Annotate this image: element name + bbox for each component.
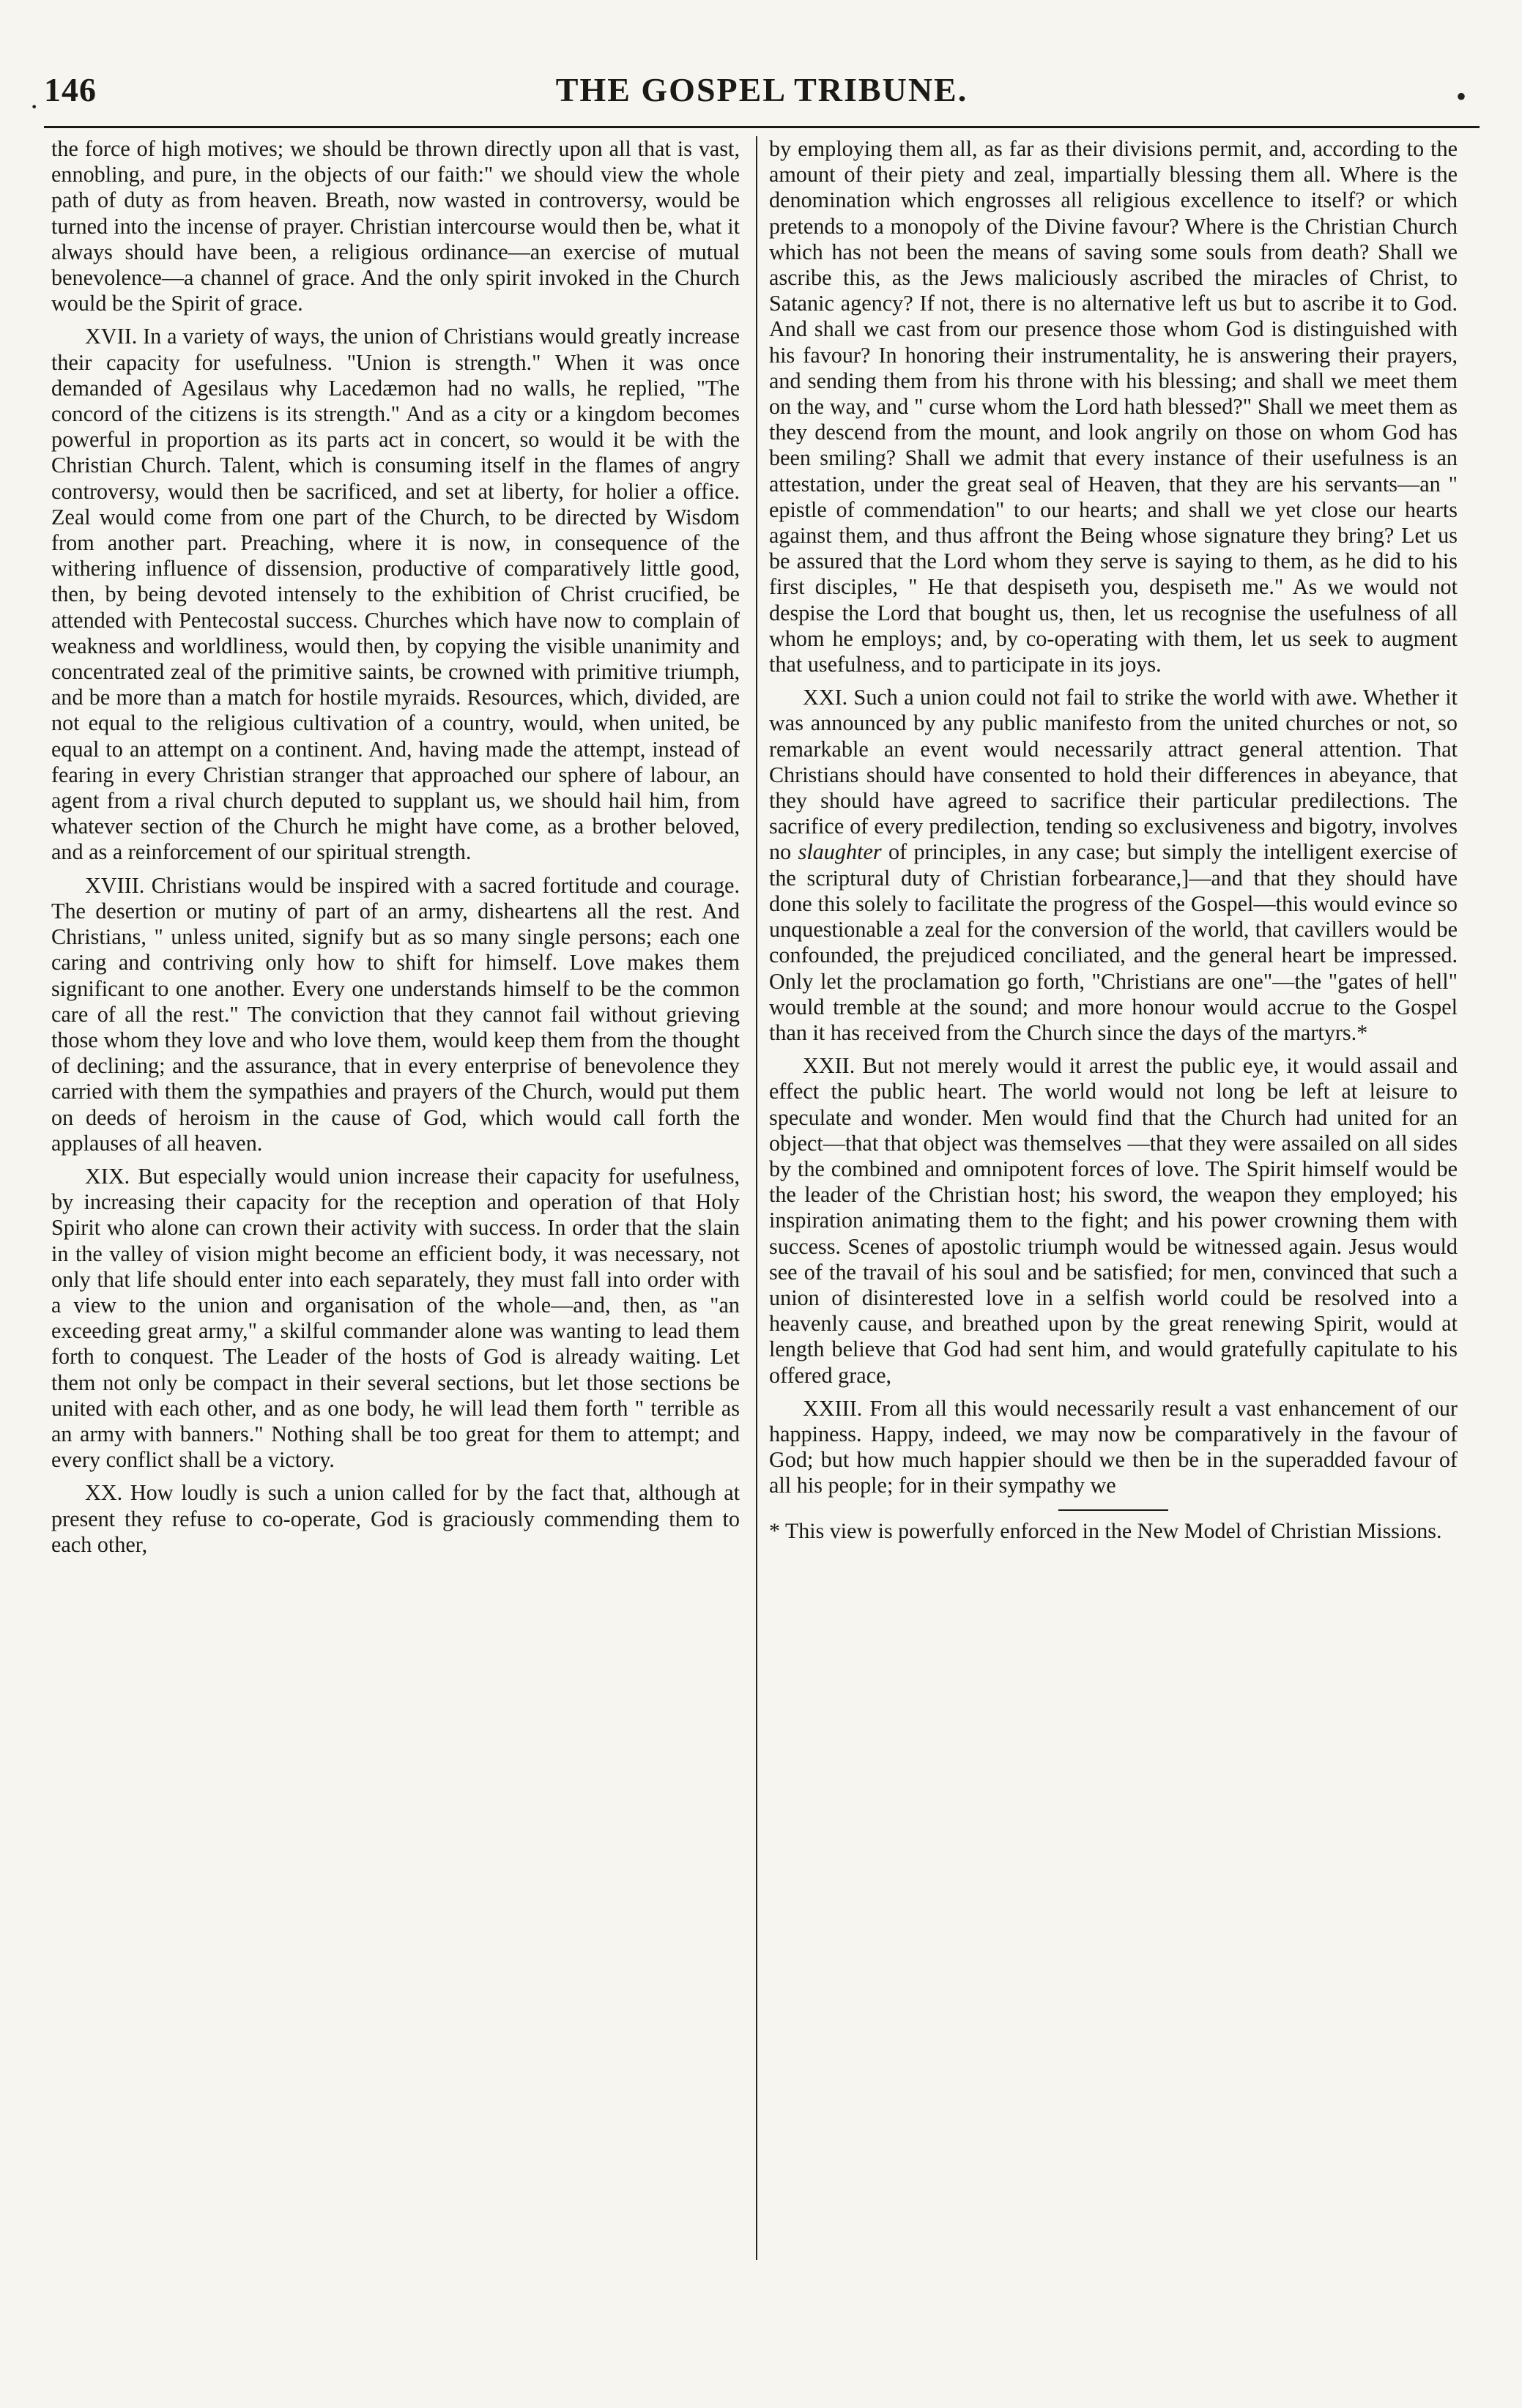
margin-mark: · <box>29 90 40 123</box>
right-column <box>769 136 1458 2304</box>
header-rule <box>44 126 1480 128</box>
paragraph-continued: the force of high motives; we should be thrown directly upon all that is vast, ennobling, and pure, in the objects of our faith:" we should view the whole path of duty as from heaven. Breath, now wasted in controversy, would be turned into the incense of prayer. Christian intercourse would then be, what it always should have been, a religious ordinance—an exercise of mutual benevolence—a channel of grace. And the only spirit invoked in the Church would be the Spirit of grace. <box>51 136 740 316</box>
footnote-rule <box>1058 1509 1168 1511</box>
paragraph-xviii: XVIII. Christians would be inspired with a sacred fortitude and courage. The desertion or mutiny of part of an army, disheartens all the rest. And Christians, " unless united, signify but as so many single persons; each one caring and contriving only how to shift for himself. Love makes them significant to one another. Every one understands himself to be the common care of all the rest." The conviction that they cannot fail without grieving those whom they love and who love them, would keep them from the thought of declining; and the assurance, that in every enterprise of benevolence they carried with them the sympathies and prayers of the Church, would put them on deeds of heroism in the cause of God, which would call forth the applauses of all heaven. <box>51 872 740 1156</box>
paragraph-xxiii: XXIII. From all this would necessarily result a vast enhancement of our happiness. Happy, indeed, we may now be comparatively in the favour of God; but how much happier should we then be in the superadded favour of all his people; for in their sympathy we <box>769 1395 1458 1498</box>
left-column <box>51 136 740 2304</box>
running-title: THE GOSPEL TRIBUNE. <box>555 71 968 108</box>
page-header <box>44 70 1480 129</box>
paragraph-xxii: XXII. But not merely would it arrest the public eye, it would assail and effect the public heart. The world would not long be left at leisure to speculate and wonder. Men would find that the Church had united for an object—that that object was themselves —that they were assailed on all sides by the combined and omnipotent forces of love. The Spirit himself would be the leader of the Christian host; his sword, the weapon they employed; his inspiration animating them to the fight; and his power crowning them with success. Scenes of apostolic triumph would be witnessed again. Jesus would see of the travail of his soul and be satisfied; for men, convinced that such a union of disinterested love in a selfish world could be resolved into a heavenly cause, and breathed upon by the great renewing Spirit, would at length believe that God had sent him, and would gratefully capitulate to his offered grace, <box>769 1053 1458 1388</box>
paragraph-xix: XIX. But especially would union increase their capacity for usefulness, by increasing their capacity for the reception and operation of that Holy Spirit who alone can crown their activity with success. In order that the slain in the valley of vision might become an efficient body, it was necessary, not only that life should enter into each separately, they must fall into order with a view to the union and organisation of the whole—and, then, as "an exceeding great army," a skilful commander alone was wanting to lead them forth to conquest. The Leader of the hosts of God is already waiting. Let them not only be compact in their several sections, but let those sections be united with each other, and as one body, he will lead them forth " terrible as an army with banners." Nothing shall be too great for them to attempt; and every conflict shall be a victory. <box>51 1163 740 1473</box>
margin-bullet: • <box>1456 80 1467 113</box>
paragraph-xx: XX. How loudly is such a union called for by the fact that, although at present they refuse to co-operate, God is graciously commending them to each other, <box>51 1480 740 1557</box>
paragraph-xx-continued: by employing them all, as far as their divisions permit, and, according to the amount of their piety and zeal, impartially blessing them all. Where is the denomination which engrosses all religious excellence to itself? or which pretends to a monopoly of the Divine favour? Where is the Christian Church which has not been the means of saving some souls from death? Shall we ascribe this, as the Jews maliciously ascribed the miracles of Christ, to Satanic agency? If not, there is no alternative left us but to ascribe it to God. And shall we cast from our presence those whom God is distinguished with his favour? In honoring their instrumentality, he is answering their prayers, and sending them from his throne with his blessing; and shall we meet them on the way, and " curse whom the Lord hath blessed?" Shall we meet them as they descend from the mount, and look angrily on those on whom God has been smiling? Shall we admit that every instance of their usefulness is an attestation, under the great seal of Heaven, that they are his servants—an " epistle of commendation" to our hearts; and shall we yet close our hearts against them, and thus affront the Being whose signature they bring? Let us be assured that the Lord whom they serve is saying to them, as he did to his first disciples, " He that despiseth you, despiseth me." As we would not despise the Lord that bought us, then, let us recognise the usefulness of all whom he employs; and, by co-operating with them, let us seek to augment that usefulness, and to participate in its joys. <box>769 136 1458 677</box>
page-number: 146 <box>44 71 97 108</box>
paragraph-xxi <box>769 685 1458 1046</box>
paragraph-xxi-end: of principles, in any case; but simply the intelligent exercise of the scriptural duty of Christian forbearance,]—and that they should have done this solely to facilitate the progress of the Gospel—this would evince so unquestionable a zeal for the conversion of the world, that cavillers would be confounded, the prejudiced conciliated, and the general heart be impressed. Only let the proclamation go forth, "Christians are one"—the "gates of hell" would tremble at the sound; and more honour would accrue to the Gospel than it has received from the Church since the days of the martyrs.* <box>769 839 1458 1045</box>
column-divider <box>756 136 757 2260</box>
footnote: * This view is powerfully enforced in the New Model of Christian Missions. <box>769 1518 1442 1543</box>
paragraph-xxi-start: XXI. Such a union could not fail to strike the world with awe. Whether it was announced by any public manifesto from the united churches or not, so remarkable an event would necessarily attract general attention. That Christians should have consented to hold their differences in abeyance, that they should have agreed to sacrifice their particular predilections. The sacrifice of every predilection, tending so exclusiveness and bigotry, involves no <box>769 685 1458 865</box>
emphasis-slaughter: slaughter <box>798 839 882 865</box>
paragraph-xvii: XVII. In a variety of ways, the union of Christians would greatly increase their capacity for usefulness. "Union is strength." When it was once demanded of Agesilaus why Lacedæmon had no walls, he replied, "The concord of the citizens is its strength." And as a city or a kingdom becomes powerful in proportion as its parts act in concert, so would it be with the Christian Church. Talent, which is consuming itself in the flames of angry controversy, would then be sacrificed, and set at liberty, for holier a office. Zeal would come from one part of the Church, to be directed by Wisdom from another part. Preaching, where it is now, in consequence of the withering influence of dissension, productive of comparatively little good, then, by being devoted intensely to the exhibition of Christ crucified, be attended with Pentecostal success. Churches which have now to complain of weakness and worldliness, would then, by copying the visible unanimity and concentrated zeal of the primitive saints, be crowned with primitive triumph, and be more than a match for hostile myraids. Resources, which, divided, are not equal to the religious cultivation of a country, would, when united, be equal to an attempt on a continent. And, having made the attempt, instead of fearing in every Christian stranger that approached our sphere of labour, an agent from a rival church deputed to supplant us, we should hail him, from whatever section of the Church he might have come, as a brother beloved, and as a reinforcement of our spiritual strength. <box>51 324 740 865</box>
